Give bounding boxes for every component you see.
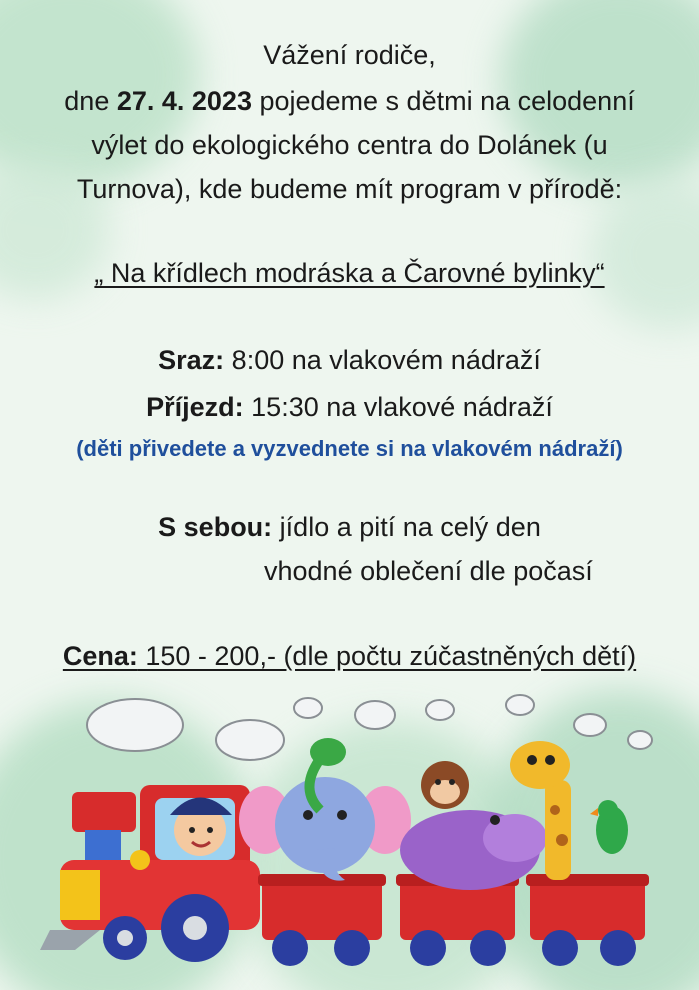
bring-item-1: jídlo a pití na celý den [272, 512, 541, 542]
smoke-cloud-icon [628, 731, 652, 749]
greeting: Vážení rodiče, [263, 40, 436, 70]
wagon-icon [258, 874, 386, 966]
hippo-icon [400, 810, 547, 890]
smoke-cloud-icon [355, 701, 395, 729]
price-line [0, 639, 699, 673]
monkey-icon [421, 761, 469, 809]
intro-line-3: Turnova), kde budeme mít program v přírodě: [76, 174, 623, 204]
bring-line [0, 510, 699, 544]
bring-label: S sebou: [158, 512, 273, 542]
smoke-cloud-icon [294, 698, 322, 718]
smoke-cloud-icon [87, 699, 183, 751]
train-illustration [0, 680, 699, 990]
program-title: „ Na křídlech modráska a Čarovné bylinky“ [94, 258, 605, 288]
intro-line-1: dne 27. 4. 2023 pojedeme s dětmi na celodenní [64, 86, 635, 116]
smoke-cloud-icon [426, 700, 454, 720]
smoke-cloud-icon [216, 720, 284, 760]
pickup-note: (děti přivedete a vyzvednete si na vlakovém nádraží) [76, 436, 623, 461]
smoke-cloud-icon [506, 695, 534, 715]
bring-item-2: vhodné oblečení dle počasí [264, 556, 593, 586]
meeting-label: Sraz: [158, 345, 225, 375]
arrival-label: Příjezd: [146, 392, 244, 422]
price-value: 150 - 200,- (dle počtu zúčastněných dětí) [137, 641, 637, 671]
elephant-icon [239, 777, 411, 881]
smoke-cloud-icon [574, 714, 606, 736]
meeting-value: 8:00 na vlakovém nádraží [224, 345, 541, 375]
price-label: Cena: [62, 641, 138, 671]
wagon-icon [526, 874, 649, 966]
arrival-line [0, 390, 699, 424]
arrival-value: 15:30 na vlakové nádraží [243, 392, 553, 422]
meeting-line [0, 343, 699, 377]
trip-date: 27. 4. 2023 [116, 86, 252, 116]
parrot-icon [590, 800, 628, 854]
intro-line-2: výlet do ekologického centra do Dolánek (u [91, 130, 608, 160]
